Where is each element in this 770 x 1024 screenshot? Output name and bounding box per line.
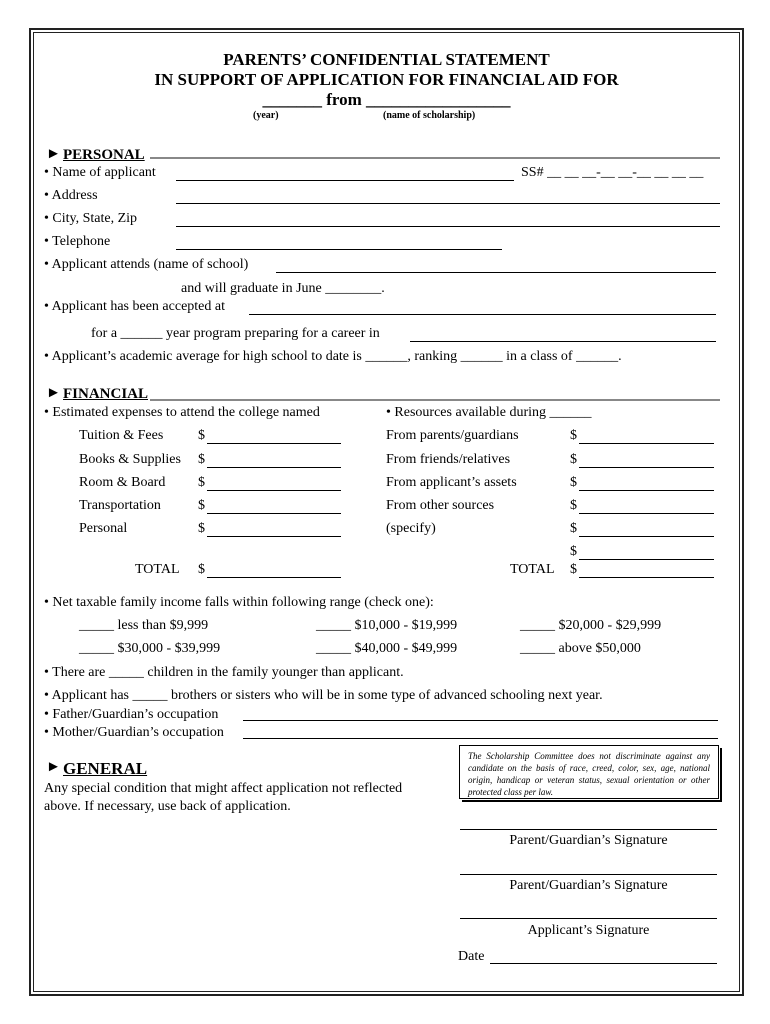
mother-occupation-field[interactable] <box>243 738 718 739</box>
resources-label: • Resources available during ______ <box>386 405 592 420</box>
personal-arrow-icon: ► <box>46 146 61 162</box>
personal-heading: PERSONAL <box>63 147 145 163</box>
school-field[interactable] <box>276 272 716 273</box>
father-occupation-label: • Father/Guardian’s occupation <box>44 707 219 722</box>
address-field[interactable] <box>176 203 720 204</box>
telephone-field[interactable] <box>176 249 502 250</box>
resource-total-field[interactable] <box>579 577 714 578</box>
expense-room-label: Room & Board <box>79 475 166 490</box>
income-range-option[interactable]: _____ less than $9,999 <box>79 618 209 633</box>
general-arrow-icon: ► <box>46 759 61 775</box>
expense-total-field[interactable] <box>207 577 341 578</box>
general-heading: GENERAL <box>63 759 148 778</box>
general-text-line1: Any special condition that might affect application not reflected <box>44 781 403 796</box>
expense-books-label: Books & Supplies <box>79 452 181 467</box>
resource-parents-field[interactable] <box>579 443 714 444</box>
resource-assets-field[interactable] <box>579 490 714 491</box>
resource-total-label: TOTAL <box>510 562 555 577</box>
parent-signature-label-2: Parent/Guardian’s Signature <box>509 878 668 893</box>
financial-arrow-icon: ► <box>46 385 61 401</box>
city-label: • City, State, Zip <box>44 211 138 226</box>
mother-occupation-label: • Mother/Guardian’s occupation <box>44 725 224 740</box>
accepted-field[interactable] <box>249 314 716 315</box>
expense-room-field[interactable] <box>207 490 341 491</box>
resource-friends-label: From friends/relatives <box>386 452 511 467</box>
financial-heading: FINANCIAL <box>63 386 149 402</box>
income-range-option[interactable]: _____ $20,000 - $29,999 <box>520 618 662 633</box>
year-caption: (year) <box>253 110 279 121</box>
resource-friends-field[interactable] <box>579 467 714 468</box>
dollar-sign: $ <box>570 544 577 559</box>
expense-tuition-label: Tuition & Fees <box>79 428 164 443</box>
applicant-signature-label: Applicant’s Signature <box>527 923 650 938</box>
father-occupation-field[interactable] <box>243 720 718 721</box>
income-range-option[interactable]: _____ $10,000 - $19,999 <box>316 618 458 633</box>
parent-signature-label-1: Parent/Guardian’s Signature <box>509 833 668 848</box>
income-range-option[interactable]: _____ $30,000 - $39,999 <box>79 641 221 656</box>
resource-extra-field[interactable] <box>579 559 714 560</box>
resource-assets-label: From applicant’s assets <box>386 475 517 490</box>
name-field[interactable] <box>176 180 514 181</box>
expense-tuition-field[interactable] <box>207 443 341 444</box>
dollar-sign: $ <box>570 475 577 490</box>
dollar-sign: $ <box>198 475 205 490</box>
siblings-label: • Applicant has _____ brothers or sisters who will be in some type of advanced schooling next year. <box>44 688 603 703</box>
expense-books-field[interactable] <box>207 467 341 468</box>
resource-specify-field[interactable] <box>579 536 714 537</box>
income-range-option[interactable]: _____ above $50,000 <box>520 641 641 656</box>
average-label: • Applicant’s academic average for high school to date is ______, ranking ______ in a class of ______. <box>44 349 622 364</box>
ss-label: SS# __ __ __-__ __-__ __ __ __ <box>521 165 704 180</box>
resource-other-label: From other sources <box>386 498 495 513</box>
expenses-label: • Estimated expenses to attend the college named <box>44 405 320 420</box>
career-field[interactable] <box>410 341 716 342</box>
program-label: for a ______ year program preparing for a career in <box>91 326 380 341</box>
resource-parents-label: From parents/guardians <box>386 428 519 443</box>
dollar-sign: $ <box>570 562 577 577</box>
school-label: • Applicant attends (name of school) <box>44 257 249 272</box>
form-title-line2: IN SUPPORT OF APPLICATION FOR FINANCIAL AID FOR <box>154 70 619 89</box>
personal-rule <box>150 157 720 159</box>
dollar-sign: $ <box>198 498 205 513</box>
applicant-signature-field[interactable] <box>460 918 717 919</box>
children-label: • There are _____ children in the family younger than applicant. <box>44 665 404 680</box>
dollar-sign: $ <box>570 498 577 513</box>
dollar-sign: $ <box>198 452 205 467</box>
general-text-line2: above. If necessary, use back of application. <box>44 799 291 814</box>
income-label: • Net taxable family income falls within following range (check one): <box>44 595 434 610</box>
expense-personal-label: Personal <box>79 521 128 536</box>
expense-total-label: TOTAL <box>135 562 180 577</box>
scholarship-caption: (name of scholarship) <box>383 110 476 121</box>
parent-signature-field-1[interactable] <box>460 829 717 830</box>
date-field[interactable] <box>490 963 717 964</box>
nondiscrimination-notice: The Scholarship Committee does not discriminate against any candidate on the basis of race, creed, color, sex, age, national origin, handicap or veteran status, sexual orientation or other protected class per law. <box>459 745 719 799</box>
date-label: Date <box>458 949 485 964</box>
parent-signature-field-2[interactable] <box>460 874 717 875</box>
dollar-sign: $ <box>198 428 205 443</box>
dollar-sign: $ <box>198 562 205 577</box>
accepted-label: • Applicant has been accepted at <box>44 299 225 314</box>
address-label: • Address <box>44 188 98 203</box>
city-field[interactable] <box>176 226 720 227</box>
dollar-sign: $ <box>198 521 205 536</box>
resource-specify-label: (specify) <box>386 521 436 536</box>
name-label: • Name of applicant <box>44 165 156 180</box>
dollar-sign: $ <box>570 428 577 443</box>
dollar-sign: $ <box>570 521 577 536</box>
financial-rule <box>150 399 720 401</box>
graduate-label: and will graduate in June ________. <box>181 281 385 296</box>
expense-personal-field[interactable] <box>207 536 341 537</box>
form-title-line1: PARENTS’ CONFIDENTIAL STATEMENT <box>223 50 550 69</box>
expense-transport-field[interactable] <box>207 513 341 514</box>
form-title-line3: _______ from _________________ <box>262 90 511 109</box>
telephone-label: • Telephone <box>44 234 111 249</box>
expense-transport-label: Transportation <box>79 498 161 513</box>
dollar-sign: $ <box>570 452 577 467</box>
income-range-option[interactable]: _____ $40,000 - $49,999 <box>316 641 458 656</box>
resource-other-field[interactable] <box>579 513 714 514</box>
